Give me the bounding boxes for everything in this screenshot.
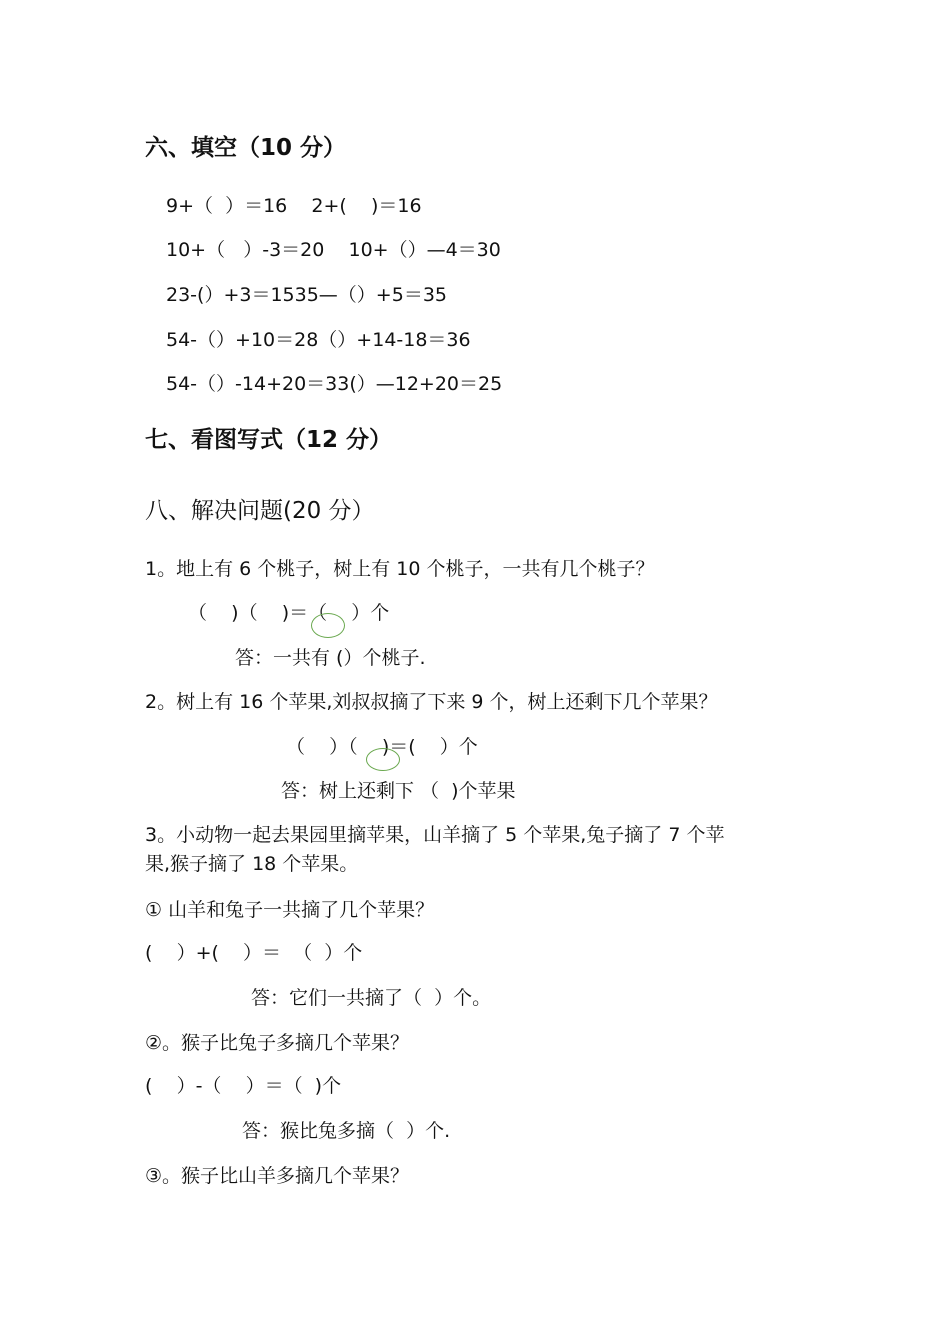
fill-blank-line-5: 54-（）-14+20＝33(）—12+20＝25: [166, 373, 503, 395]
operator-circle: [366, 748, 400, 771]
section-6-heading: 六、填空（10 分）: [145, 135, 347, 161]
question-3-text-line-2: 果,猴子摘了 18 个苹果。: [145, 853, 359, 875]
operator-circle: [311, 613, 345, 638]
question-1-text: 1。地上有 6 个桃子，树上有 10 个桃子，一共有几个桃子？: [145, 558, 655, 580]
section-7-heading: 七、看图写式（12 分）: [145, 427, 393, 453]
question-1-answer: 答：一共有 (）个桃子.: [235, 647, 426, 669]
question-2-text: 2。树上有 16 个苹果,刘叔叔摘了下来 9 个，树上还剩下几个苹果？: [145, 691, 718, 713]
fill-blank-line-4: 54-（）+10＝28（）+14-18＝36: [166, 329, 471, 351]
sub-question-1-formula: ( ）+( ）＝ （ ）个: [145, 942, 363, 964]
fill-blank-line-1: 9+（ ）＝16 2+( )＝16: [166, 195, 422, 217]
sub-question-3: ③。猴子比山羊多摘几个苹果？: [145, 1165, 410, 1187]
section-8-heading: 八、解决问题(20 分）: [145, 498, 375, 524]
sub-question-2-answer: 答：猴比兔多摘（ ）个.: [242, 1120, 451, 1142]
sub-question-2-formula: ( ）-（ ）＝（ )个: [145, 1075, 342, 1097]
question-1-formula: （ )（ )＝（ ）个: [188, 602, 390, 624]
question-3-text-line-1: 3。小动物一起去果园里摘苹果，山羊摘了 5 个苹果,兔子摘了 7 个苹: [145, 824, 725, 846]
fill-blank-line-3: 23-(）+3＝1535—（）+5＝35: [166, 284, 447, 306]
fill-blank-line-2: 10+（ ）-3＝20 10+（）—4＝30: [166, 239, 501, 261]
sub-question-1-answer: 答：它们一共摘了（ ）个。: [251, 987, 492, 1009]
question-2-answer: 答：树上还剩下 （ )个苹果: [281, 780, 516, 802]
question-2-formula: （ ）（ )＝( ）个: [286, 736, 478, 758]
sub-question-1: ① 山羊和兔子一共摘了几个苹果？: [145, 899, 435, 921]
sub-question-2: ②。猴子比兔子多摘几个苹果？: [145, 1032, 410, 1054]
